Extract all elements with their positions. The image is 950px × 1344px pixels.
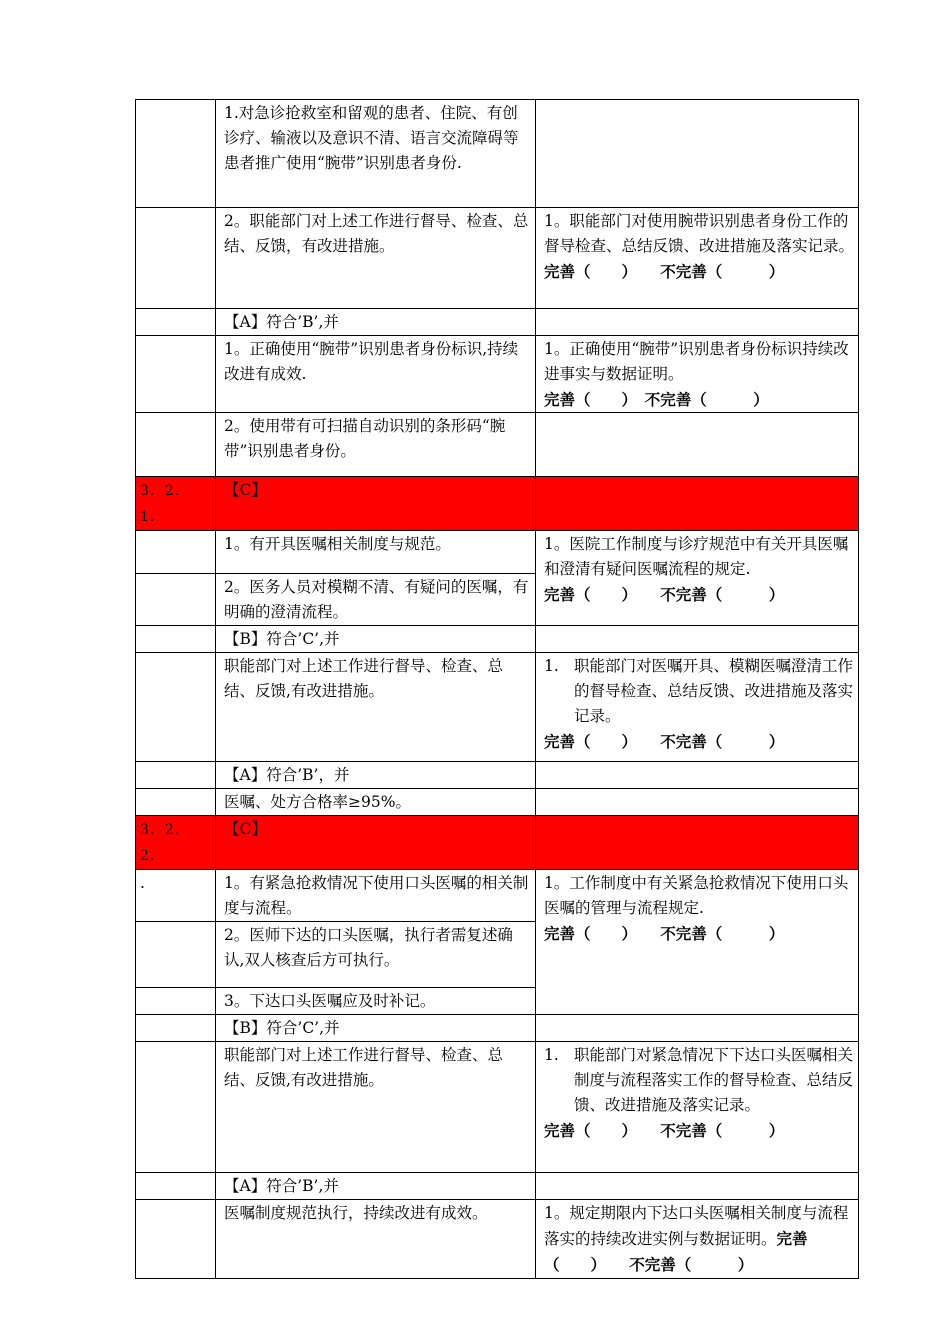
section-code: 3．2．2． [136, 816, 216, 870]
evidence-cell [536, 413, 859, 477]
requirement-cell: 2。使用带有可扫描自动识别的条形码“腕带”识别患者身份。 [216, 413, 536, 477]
standards-table [135, 99, 859, 1279]
requirement-cell: 1。有开具医嘱相关制度与规范。 [216, 531, 536, 574]
evidence-text: 1。规定期限内下达口头医嘱相关制度与流程落实的持续改进实例与数据证明。 [544, 1204, 849, 1248]
requirement-cell: 3。下达口头医嘱应及时补记。 [216, 988, 536, 1015]
table-row [136, 1015, 859, 1042]
requirement-cell: 1.对急诊抢救室和留观的患者、住院、有创诊疗、输液以及意识不清、语言交流障碍等患者推广使用“腕带”识别患者身份. [216, 100, 536, 208]
code-cell [136, 309, 216, 336]
completeness-rating: 完善（ ） 不完善（ ） [544, 390, 769, 409]
evidence-text: 1。正确使用“腕带”识别患者身份标识持续改进事实与数据证明。 [544, 340, 849, 383]
code-cell [136, 1015, 216, 1042]
evidence-text: 1。工作制度中有关紧急抢救情况下使用口头医嘱的管理与流程规定. [544, 874, 849, 917]
completeness-rating: 完善（ ） 不完善（ ） [544, 262, 785, 281]
table-row [136, 1200, 859, 1279]
table-row [136, 336, 859, 413]
completeness-rating: 完善（ ） 不完善（ ） [544, 1121, 785, 1140]
grade-label: 【A】符合’B’,并 [216, 1173, 536, 1200]
evidence-list-item [544, 1043, 854, 1118]
evidence-cell [536, 1015, 859, 1042]
requirement-cell: 医嘱、处方合格率≥95%。 [216, 789, 536, 816]
table-row [136, 531, 859, 574]
section-header-row [136, 816, 859, 870]
list-number: 1. [544, 1046, 559, 1064]
requirement-cell: 2。医师下达的口头医嘱，执行者需复述确认,双人核查后方可执行。 [216, 922, 536, 988]
code-cell [136, 531, 216, 574]
requirement-cell: 医嘱制度规范执行，持续改进有成效。 [216, 1200, 536, 1279]
code-cell [136, 1173, 216, 1200]
section-header-row [136, 477, 859, 531]
code-cell [136, 988, 216, 1015]
requirement-cell: 职能部门对上述工作进行督导、检查、总结、反馈,有改进措施。 [216, 653, 536, 762]
completeness-rating: 完善（ ） 不完善（ ） [544, 924, 785, 943]
code-cell [136, 1200, 216, 1279]
requirement-cell: 1。有紧急抢救情况下使用口头医嘱的相关制度与流程。 [216, 870, 536, 922]
evidence-cell [536, 1200, 859, 1279]
code-cell [136, 789, 216, 816]
code-cell: . [136, 870, 216, 922]
evidence-cell [536, 653, 859, 762]
grade-label: 【A】符合’B’，并 [216, 762, 536, 789]
evidence-cell [536, 870, 859, 1015]
code-cell [136, 574, 216, 626]
completeness-rating: 完善（ ） 不完善（ ） [544, 732, 785, 751]
table-row [136, 1173, 859, 1200]
requirement-cell: 2。职能部门对上述工作进行督导、检查、总结、反馈，有改进措施。 [216, 208, 536, 309]
grade-label: 【B】符合’C’,并 [216, 626, 536, 653]
table-row [136, 653, 859, 762]
table-row [136, 413, 859, 477]
grade-label: 【A】符合’B’,并 [216, 309, 536, 336]
evidence-cell [536, 626, 859, 653]
table-row [136, 1042, 859, 1173]
code-cell [136, 413, 216, 477]
evidence-cell [536, 789, 859, 816]
evidence-cell [536, 336, 859, 413]
requirement-cell: 2。医务人员对模糊不清、有疑问的医嘱，有明确的澄清流程。 [216, 574, 536, 626]
evidence-cell [536, 531, 859, 626]
evidence-cell [536, 1042, 859, 1173]
code-cell [136, 1042, 216, 1173]
requirement-cell: 职能部门对上述工作进行督导、检查、总结、反馈,有改进措施。 [216, 1042, 536, 1173]
code-cell [136, 100, 216, 208]
table-row [136, 870, 859, 922]
evidence-text: 职能部门对医嘱开具、模糊医嘱澄清工作的督导检查、总结反馈、改进措施及落实记录。 [574, 657, 854, 725]
completeness-rating: 完善（ ） 不完善（ ） [544, 1229, 808, 1274]
code-cell [136, 208, 216, 309]
table-row [136, 100, 859, 208]
evidence-text: 职能部门对紧急情况下下达口头医嘱相关制度与流程落实工作的督导检查、总结反馈、改进措施及落实记录。 [574, 1046, 854, 1114]
completeness-rating: 完善（ ） 不完善（ ） [544, 585, 785, 604]
evidence-text: 1。医院工作制度与诊疗规范中有关开具医嘱和澄清有疑问医嘱流程的规定. [544, 535, 849, 578]
evidence-cell [536, 1173, 859, 1200]
table-row [136, 208, 859, 309]
evidence-cell [536, 208, 859, 309]
code-cell [136, 653, 216, 762]
section-spacer [536, 477, 859, 531]
requirement-cell: 1。正确使用“腕带”识别患者身份标识,持续改进有成效. [216, 336, 536, 413]
table-row [136, 626, 859, 653]
section-code: 3．2．1． [136, 477, 216, 531]
section-spacer [536, 816, 859, 870]
code-cell [136, 922, 216, 988]
code-cell [136, 626, 216, 653]
list-number: 1. [544, 657, 559, 675]
grade-label: 【B】符合’C’,并 [216, 1015, 536, 1042]
evidence-cell [536, 762, 859, 789]
evidence-text: 1。职能部门对使用腕带识别患者身份工作的督导检查、总结反馈、改进措施及落实记录。 [544, 212, 855, 255]
table-row [136, 762, 859, 789]
table-row [136, 789, 859, 816]
evidence-cell [536, 309, 859, 336]
section-grade: 【C】 [216, 816, 536, 870]
section-grade: 【C】 [216, 477, 536, 531]
table-row [136, 309, 859, 336]
evidence-list-item [544, 654, 854, 729]
code-cell [136, 762, 216, 789]
evidence-cell [536, 100, 859, 208]
code-cell [136, 336, 216, 413]
